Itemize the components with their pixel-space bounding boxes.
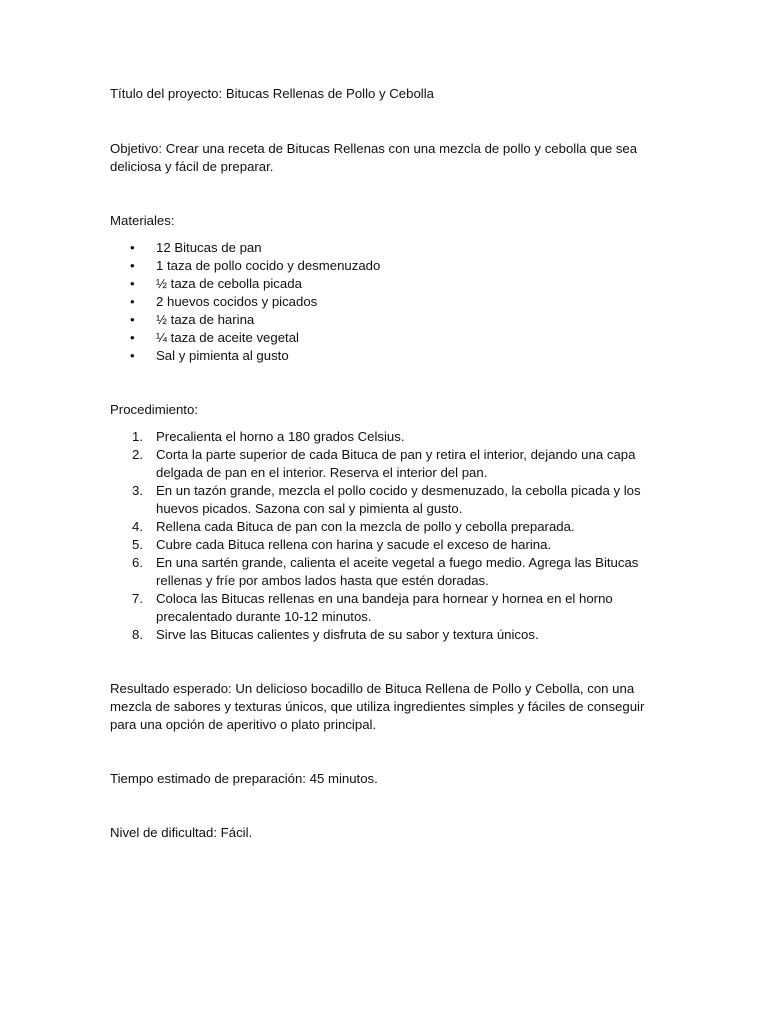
step-item <box>110 518 650 536</box>
material-text: 12 Bitucas de pan <box>156 240 262 255</box>
procedure-section <box>110 401 650 644</box>
bullet-icon: • <box>130 276 135 291</box>
materials-section <box>110 212 650 365</box>
step-number: 8. <box>132 627 143 642</box>
bullet-icon: • <box>130 348 135 363</box>
step-text: Corta la parte superior de cada Bituca de pan y retira el interior, dejando una capa delgada de pan en el interior. Reserva el interior del pan. <box>156 447 636 480</box>
step-item <box>110 554 650 590</box>
bullet-icon: • <box>130 330 135 345</box>
material-text: 1 taza de pollo cocido y desmenuzado <box>156 258 381 273</box>
procedure-heading: Procedimiento: <box>110 402 198 417</box>
step-item <box>110 482 650 518</box>
step-number: 4. <box>132 519 143 534</box>
expected-result-paragraph: Resultado esperado: Un delicioso bocadillo de Bituca Rellena de Pollo y Cebolla, con una mezcla de sabores y texturas únicos, que utiliza ingredientes simples y fáciles de conseguir para una opción de aperitivo o plato principal. <box>110 681 645 732</box>
step-item <box>110 590 650 626</box>
step-text: Sirve las Bitucas calientes y disfruta de su sabor y textura únicos. <box>156 627 539 642</box>
project-title: Título del proyecto: Bitucas Rellenas de Pollo y Cebolla <box>110 86 435 101</box>
list-item <box>110 239 650 257</box>
step-item <box>110 428 650 446</box>
bullet-icon: • <box>130 294 135 309</box>
step-text: En una sartén grande, calienta el aceite vegetal a fuego medio. Agrega las Bitucas rellenas y fríe por ambos lados hasta que estén doradas. <box>156 555 639 588</box>
list-item <box>110 257 650 275</box>
bullet-icon: • <box>130 258 135 273</box>
step-item <box>110 626 650 644</box>
material-text: ½ taza de harina <box>156 312 255 327</box>
step-number: 6. <box>132 555 143 570</box>
material-text: Sal y pimienta al gusto <box>156 348 289 363</box>
list-item <box>110 347 650 365</box>
step-number: 5. <box>132 537 143 552</box>
step-text: Precalienta el horno a 180 grados Celsius. <box>156 429 405 444</box>
step-number: 1. <box>132 429 143 444</box>
list-item <box>110 275 650 293</box>
materials-list <box>110 239 650 365</box>
material-text: ½ taza de cebolla picada <box>156 276 302 291</box>
step-number: 2. <box>132 447 143 462</box>
material-text: 2 huevos cocidos y picados <box>156 294 318 309</box>
step-number: 7. <box>132 591 143 606</box>
bullet-icon: • <box>130 312 135 327</box>
objective-paragraph: Objetivo: Crear una receta de Bitucas Rellenas con una mezcla de pollo y cebolla que sea deliciosa y fácil de preparar. <box>110 141 638 174</box>
step-item <box>110 536 650 554</box>
materials-heading: Materiales: <box>110 213 175 228</box>
step-number: 3. <box>132 483 143 498</box>
list-item <box>110 293 650 311</box>
step-text: Rellena cada Bituca de pan con la mezcla de pollo y cebolla preparada. <box>156 519 575 534</box>
list-item <box>110 329 650 347</box>
prep-time-line: Tiempo estimado de preparación: 45 minutos. <box>110 771 378 786</box>
step-item <box>110 446 650 482</box>
difficulty-line: Nivel de dificultad: Fácil. <box>110 825 253 840</box>
bullet-icon: • <box>130 240 135 255</box>
list-item <box>110 311 650 329</box>
step-text: Coloca las Bitucas rellenas en una bandeja para hornear y hornea en el horno precalentado durante 10-12 minutos. <box>156 591 613 624</box>
step-text: En un tazón grande, mezcla el pollo cocido y desmenuzado, la cebolla picada y los huevos picados. Sazona con sal y pimienta al gusto. <box>156 483 641 516</box>
material-text: ¼ taza de aceite vegetal <box>156 330 299 345</box>
document-page <box>110 85 650 842</box>
procedure-steps <box>110 428 650 644</box>
step-text: Cubre cada Bituca rellena con harina y sacude el exceso de harina. <box>156 537 552 552</box>
